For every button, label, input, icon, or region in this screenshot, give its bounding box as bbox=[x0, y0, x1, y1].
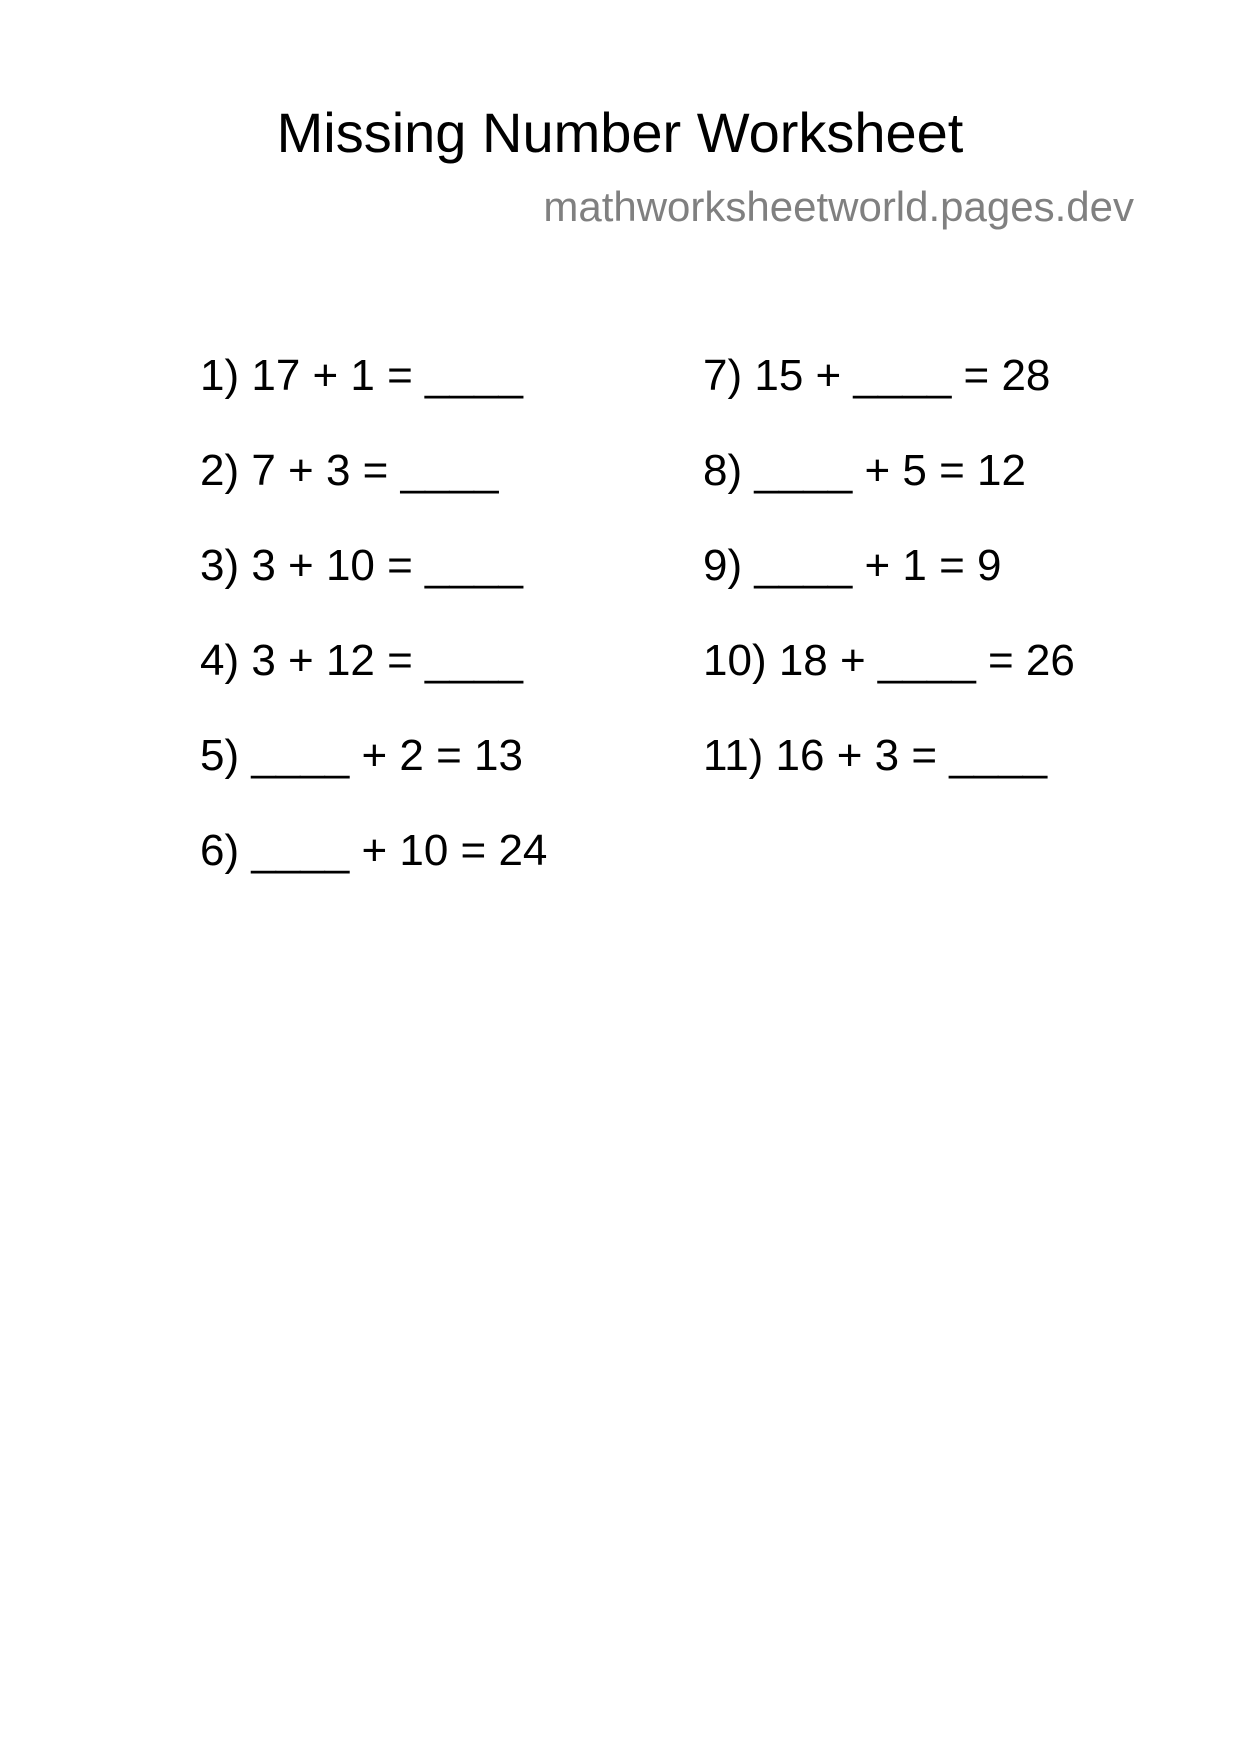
problem-3: 3) 3 + 10 = ____ bbox=[200, 541, 523, 590]
problem-4: 4) 3 + 12 = ____ bbox=[200, 636, 523, 685]
problem-6: 6) ____ + 10 = 24 bbox=[200, 826, 548, 875]
source-url: mathworksheetworld.pages.dev bbox=[543, 183, 1134, 230]
problem-8: 8) ____ + 5 = 12 bbox=[703, 446, 1026, 495]
problem-7: 7) 15 + ____ = 28 bbox=[703, 351, 1051, 400]
problem-5: 5) ____ + 2 = 13 bbox=[200, 731, 523, 780]
problem-1: 1) 17 + 1 = ____ bbox=[200, 351, 523, 400]
problem-10: 10) 18 + ____ = 26 bbox=[703, 636, 1075, 685]
problem-11: 11) 16 + 3 = ____ bbox=[703, 731, 1048, 780]
worksheet-title: Missing Number Worksheet bbox=[276, 101, 964, 164]
problem-9: 9) ____ + 1 = 9 bbox=[703, 541, 1002, 590]
problem-2: 2) 7 + 3 = ____ bbox=[200, 446, 499, 495]
